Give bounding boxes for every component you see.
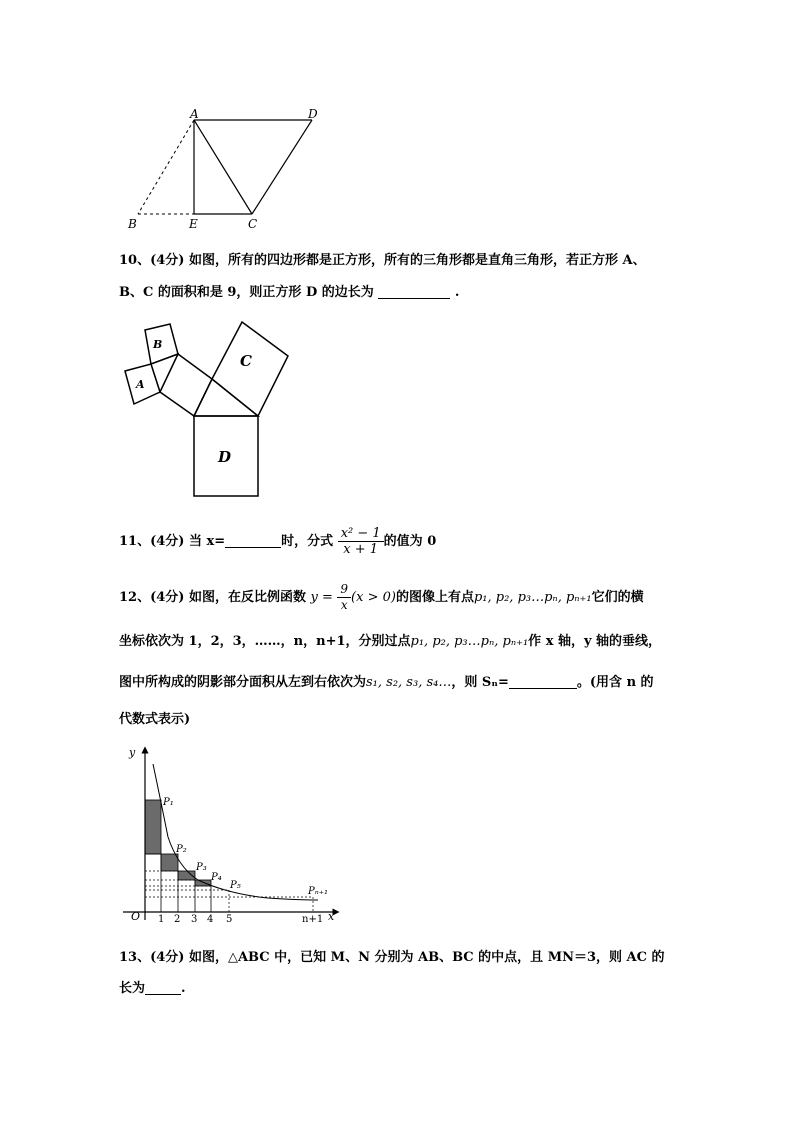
label-E: E bbox=[189, 217, 198, 231]
q12-areas: s₁, s₂, s₃, s₄… bbox=[366, 675, 452, 690]
q11-text-pre: 11、(4分) 当 x= bbox=[119, 534, 226, 549]
tick-n-plus-1: n+1 bbox=[302, 914, 324, 922]
axis-label-x: x bbox=[328, 910, 335, 922]
q10-text-line1: 10、(4分) 如图，所有的四边形都是正方形，所有的三角形都是直角三角形，若正方形 A、 bbox=[119, 253, 646, 268]
question-12-line3 bbox=[119, 671, 654, 690]
label-D: D bbox=[308, 108, 318, 121]
tick-3: 3 bbox=[191, 914, 198, 922]
q11-numerator: x² − 1 bbox=[338, 526, 384, 542]
q11-answer-blank[interactable] bbox=[225, 533, 281, 548]
question-12-line1 bbox=[119, 582, 644, 613]
origin-label: O bbox=[131, 910, 141, 922]
question-10-line2 bbox=[119, 281, 459, 300]
q9-figure bbox=[120, 108, 330, 236]
q13-text-line2-pre: 长为 bbox=[119, 981, 146, 996]
label-C: C bbox=[248, 217, 258, 231]
question-13-line1 bbox=[119, 946, 665, 965]
q10-answer-blank[interactable] bbox=[378, 284, 450, 299]
q12-figure bbox=[118, 742, 344, 922]
point-label-p4: P₄ bbox=[211, 872, 222, 883]
q12-text-line3-mid: ，则 Sₙ= bbox=[451, 675, 509, 690]
point-label-p5: P₅ bbox=[230, 880, 241, 891]
q12-text-line1-post: 它们的横 bbox=[591, 590, 644, 605]
tick-1: 1 bbox=[158, 914, 165, 922]
question-12-line2 bbox=[119, 630, 661, 649]
point-label-pn1: Pₙ₊₁ bbox=[308, 886, 329, 897]
tick-2: 2 bbox=[174, 914, 181, 922]
axis-label-y: y bbox=[129, 746, 136, 759]
point-label-p3: P₃ bbox=[196, 862, 207, 873]
question-10-line1 bbox=[119, 249, 646, 268]
q10-figure bbox=[118, 316, 296, 500]
question-12-line4 bbox=[119, 708, 190, 727]
q13-text-line1: 13、(4分) 如图，△ABC 中，已知 M、N 分别为 AB、BC 的中点，且 MN＝3，则 AC 的 bbox=[119, 950, 665, 965]
label-B: B bbox=[128, 217, 137, 231]
q12-text-line3-pre: 图中所构成的阴影部分面积从左到右依次为 bbox=[119, 675, 367, 690]
point-label-p2: P₂ bbox=[176, 844, 187, 855]
q10-text-line2: B、C 的面积和是 9，则正方形 D 的边长为 bbox=[119, 285, 374, 300]
q11-denominator: x + 1 bbox=[343, 542, 379, 557]
q12-func-den: x bbox=[340, 598, 348, 612]
label-square-A: A bbox=[136, 378, 145, 391]
q12-func-num: 9 bbox=[337, 582, 351, 598]
tick-5: 5 bbox=[226, 914, 233, 922]
label-square-C: C bbox=[240, 352, 252, 370]
question-13-line2 bbox=[119, 977, 186, 996]
question-11 bbox=[119, 526, 436, 557]
q12-func-y: y = bbox=[310, 590, 333, 605]
q12-func-fraction bbox=[337, 582, 351, 613]
q13-text-line2-post: . bbox=[181, 981, 186, 996]
label-square-B: B bbox=[153, 338, 163, 351]
label-square-D: D bbox=[218, 448, 232, 466]
tick-4: 4 bbox=[207, 914, 214, 922]
q12-text-line4: 代数式表示) bbox=[119, 712, 191, 727]
q12-text-line3-post: 。(用含 n 的 bbox=[576, 675, 654, 690]
q12-text-line2-post: 作 x 轴，y 轴的垂线， bbox=[528, 634, 662, 649]
q11-fraction bbox=[338, 526, 384, 557]
q12-func-cond: (x > 0) bbox=[351, 590, 396, 605]
q12-points-repeat: p₁, p₂, p₃…pₙ, pₙ₊₁ bbox=[410, 634, 529, 649]
q12-points: p₁, p₂, p₃…pₙ, pₙ₊₁ bbox=[473, 590, 592, 605]
q11-text-post: 的值为 0 bbox=[383, 534, 437, 549]
q11-text-mid: 时，分式 bbox=[281, 534, 334, 549]
q13-answer-blank[interactable] bbox=[145, 980, 181, 995]
point-label-p1: P₁ bbox=[163, 797, 174, 808]
q12-answer-blank[interactable] bbox=[509, 674, 577, 689]
q10-text-end: . bbox=[454, 285, 460, 300]
q12-text-line2: 坐标依次为 1，2，3，……，n，n+1，分别过点 bbox=[119, 634, 411, 649]
label-A: A bbox=[190, 108, 199, 121]
q12-text-line1-pre: 12、(4分) 如图，在反比例函数 bbox=[119, 590, 306, 605]
q12-text-line1-mid: 的图像上有点 bbox=[395, 590, 474, 605]
